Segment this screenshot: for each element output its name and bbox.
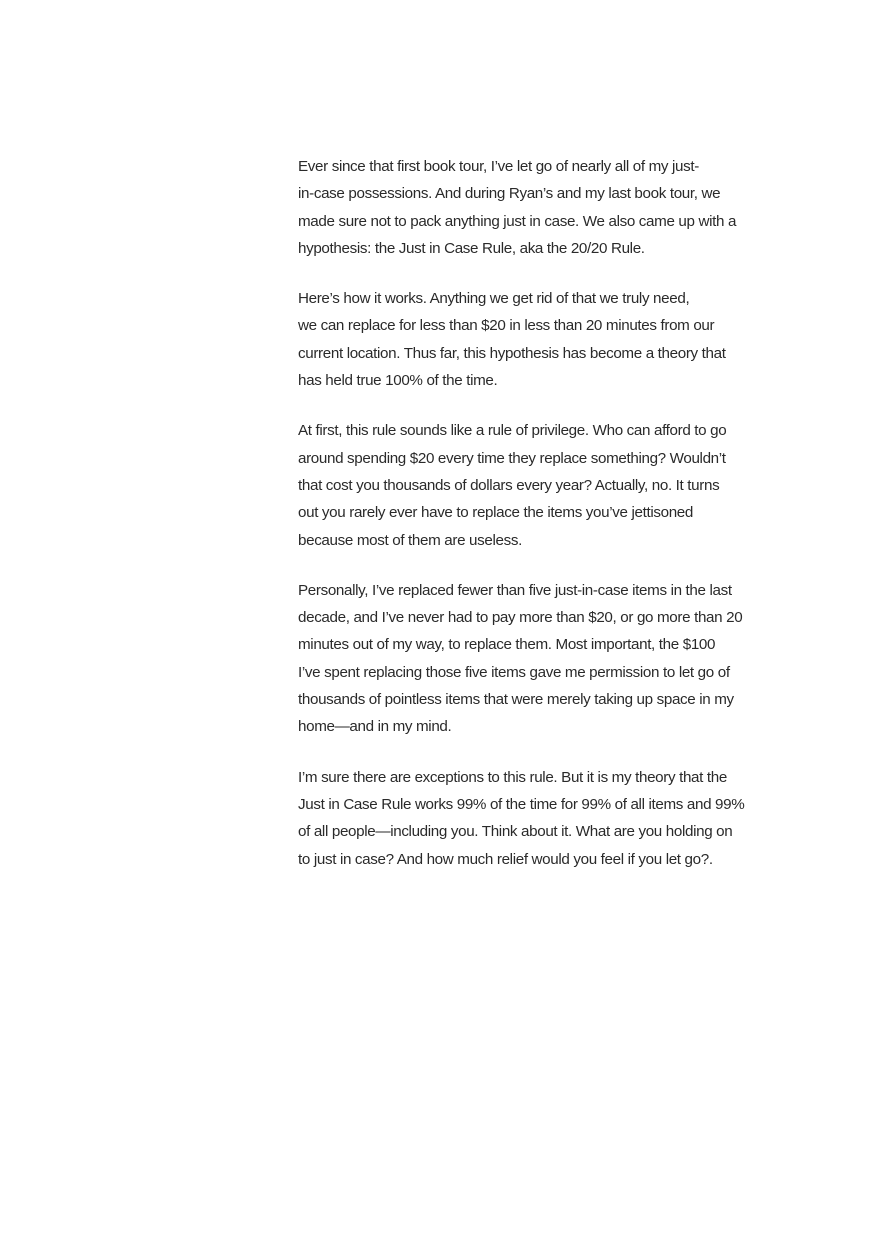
text-line: around spending $20 every time they replace something? Wouldn’t <box>298 449 726 467</box>
text-line: I’m sure there are exceptions to this rule. But it is my theory that the <box>298 768 727 786</box>
paragraph <box>298 577 768 741</box>
text-line: Just in Case Rule works 99% of the time for 99% of all items and 99% <box>298 795 745 813</box>
text-line: At first, this rule sounds like a rule of privilege. Who can afford to go <box>298 422 727 440</box>
text-line: in-case possessions. And during Ryan’s and my last book tour, we <box>298 185 721 203</box>
text-line: Ever since that first book tour, I’ve let go of nearly all of my just- <box>298 158 699 175</box>
text-line: of all people—including you. Think about it. What are you holding on <box>298 823 733 841</box>
text-line: thousands of pointless items that were merely taking up space in my <box>298 691 734 709</box>
text-line: hypothesis: the Just in Case Rule, aka the 20/20 Rule. <box>298 239 645 257</box>
text-line: decade, and I’ve never had to pay more than $20, or go more than 20 <box>298 609 743 627</box>
text-line: minutes out of my way, to replace them. Most important, the $100 <box>298 636 716 654</box>
document-body <box>298 153 768 896</box>
paragraph <box>298 285 768 394</box>
text-line: out you rarely ever have to replace the items you’ve jettisoned <box>298 504 693 522</box>
text-line: because most of them are useless. <box>298 531 522 549</box>
text-line: that cost you thousands of dollars every year? Actually, no. It turns <box>298 476 720 494</box>
text-line: home—and in my mind. <box>298 718 452 736</box>
paragraph <box>298 153 768 262</box>
text-line: we can replace for less than $20 in less than 20 minutes from our <box>298 317 715 335</box>
text-line: current location. Thus far, this hypothesis has become a theory that <box>298 344 726 362</box>
text-line: has held true 100% of the time. <box>298 372 498 390</box>
text-line: I’ve spent replacing those five items gave me permission to let go of <box>298 663 730 681</box>
text-line: Personally, I’ve replaced fewer than five just-in-case items in the last <box>298 581 732 599</box>
text-line: made sure not to pack anything just in case. We also came up with a <box>298 212 737 230</box>
text-line: to just in case? And how much relief would you feel if you let go?. <box>298 850 713 868</box>
text-line: Here’s how it works. Anything we get rid of that we truly need, <box>298 290 690 308</box>
paragraph <box>298 764 768 873</box>
paragraph <box>298 417 768 553</box>
